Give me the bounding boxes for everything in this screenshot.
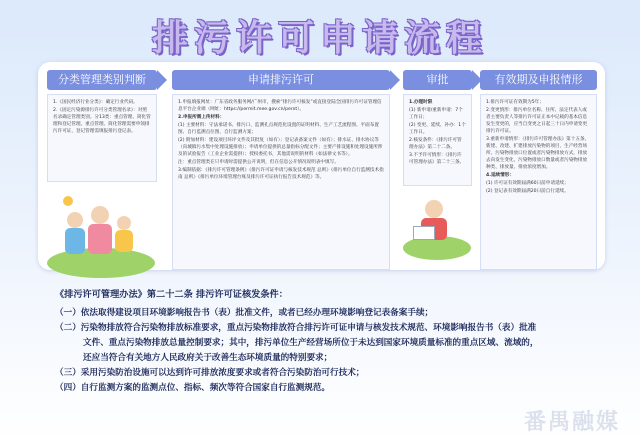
condition-item: （三）采用污染防治设施可以达到许可排放浓度要求或者符合污染防治可行技术；	[55, 368, 365, 378]
title-wrap	[0, 10, 640, 61]
issuance-conditions	[55, 286, 615, 396]
text-line: 注：重点管理类在只申请时需提供公开说明，但在信息公开情况说明表中填写。	[178, 160, 339, 165]
watermark-logo: 番禺融媒	[523, 410, 620, 435]
column-header-validity: 有效期及申报情形	[480, 70, 597, 90]
column-body-approval	[403, 94, 472, 186]
column-header-apply: 申请排污许可	[172, 70, 390, 90]
column-apply-permit	[172, 70, 390, 270]
family-illustration	[47, 186, 157, 282]
column-body-apply	[172, 94, 390, 270]
text-line: 2.核发条件：《排污许可管理办法》第二十二条。	[409, 138, 462, 150]
text-line: 3.不予许可情形：《排污许可管理办法》第二十三条。	[409, 153, 465, 165]
text-line: 2.变更情形：排污单位名称、住所、法定代表人或者主要负责人等排污许可证正本中记载的基本信息发生变更的，应当自变更之日起三十日内申请变更排污许可证。	[486, 108, 588, 134]
column-header-classification: 分类管理类别判断	[47, 70, 157, 90]
text-line: (2) 变更、延续、补办：1个工作日。	[409, 123, 466, 135]
text-line: 2.《固定污染源排污许可分类管理名录》：对照名录确定管理类别。分13类：重点管理、简化管理和登记管理。重点管理、简化管理需要申领排污许可证，登记管理需填报排污登记表。	[53, 108, 151, 134]
text-line: 3.编制依据：《排污许可管理条例》《排污许可证申请与核发技术规范 总则》《排污单位自行监测技术指南 总则》《排污单位环境管理台账及排污许可证执行报告技术规范》等。	[178, 168, 384, 180]
column-validity	[480, 70, 597, 270]
conditions-heading: 《排污许可管理办法》第二十二条 排污许可证核发条件：	[55, 289, 288, 300]
column-body-classification	[47, 94, 157, 182]
column-body-validity	[480, 94, 597, 270]
column-approval	[403, 70, 472, 264]
condition-item: （一）依法取得建设项目环境影响报告书（表）批准文件，或者已经办理环境影响登记表备案手续；	[55, 308, 434, 318]
column-header-approval: 审批	[403, 70, 472, 90]
condition-item-cont: 还应当符合有关地方人民政府关于改善生态环境质量的特别要求；	[83, 353, 333, 363]
column-classification	[47, 70, 157, 282]
text-line: 3.重新申请情形：《排污许可管理办法》第十五条，新建、改建、扩建排放污染物的项目，生产经营场所、污染物排放口位置或者污染物排放方式，排放去向发生变化，污染物排放口数量或者污染物排放种类、排放量、排放浓度增加。	[486, 137, 590, 170]
text-line: (2) 附加材料：建设项目环评文件及其批复（如有）；登记表备案文件（如有）；排水证、排水协议等（向城镇污水集中处理设施排放）；申请单位提供的总量指标分配文件；主要产排设施和处理设施所涉及的试验报告（工业企业需提供）；授权委托书，其他需说明的材料（如法律文书等）。	[178, 138, 383, 157]
text-line: 1.申报填报网址：广东省政务服务网/广州市，搜索“排污许可核发”或直接登陆全国排污许可证管理信息平台企业端（网址：https://permit.mee.gov.cn/perxt）。	[178, 100, 382, 112]
text-line: (1) 许可证有效期届满60日前申请延续；	[486, 181, 569, 186]
condition-item: （二）污染物排放符合污染物排放标准要求，重点污染物排放符合排污许可证申请与核发技术规范、环境影响报告书（表）批准	[55, 323, 537, 333]
text-line: 1.排污许可证有效期为5年；	[486, 100, 544, 105]
text-line: 4.延续情形：	[486, 173, 514, 178]
text-line: 1.办理时限	[409, 100, 433, 105]
text-line: (1) 新申请/重新申请：7个工作日；	[409, 108, 463, 120]
condition-item: （四）自行监测方案的监测点位、指标、频次等符合国家自行监测规范。	[55, 383, 331, 393]
condition-item-cont: 文件、重点污染物排放总量控制要求；其中，排污单位生产经营场所位于未达到国家环境质量标准的重点区域、流域的，	[83, 338, 539, 348]
page-title: 排污许可申请流程	[151, 18, 488, 59]
text-line: (1) 主要材料：守法承诺书、排污口、监测孔点规范化设置的证明材料、生产工艺流程图、平面布置图、自行监测点位图、自行监测方案；	[178, 123, 379, 135]
reading-child-illustration	[403, 192, 472, 264]
text-line: 1.《国民经济行业分类》：确定行业代码。	[53, 100, 138, 105]
text-line: (2) 登记表有效期届满20日前自行延续。	[486, 189, 569, 194]
text-line: 2.申报所需上传材料：	[178, 115, 225, 120]
